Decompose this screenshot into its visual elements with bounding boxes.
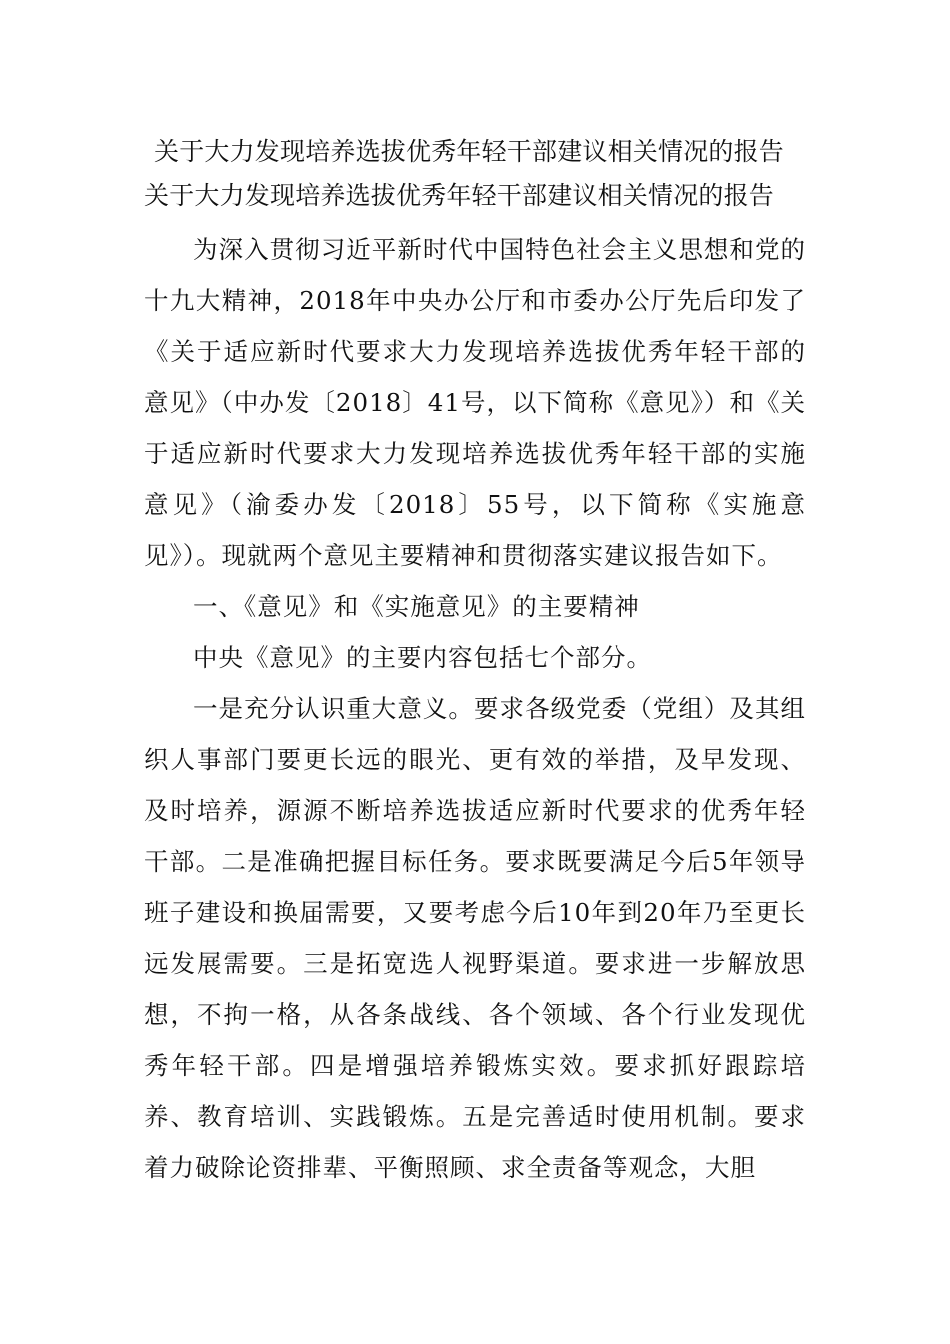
summary-paragraph: 中央《意见》的主要内容包括七个部分。 <box>193 643 652 672</box>
section-heading: 一、《意见》和《实施意见》的主要精神 <box>193 592 640 621</box>
body-paragraph: 一是充分认识重大意义。要求各级党委（党组）及其组织人事部门要更长远的眼光、更有效的举措，及早发现、及时培养，源源不断培养选拔适应新时代要求的优秀年轻干部。二是准确把握目标任务。要求既要满足今后5年领导班子建设和换届需要，又要考虑今后10年到20年乃至更长远发展需要。三是拓宽选人视野渠道。要求进一步解放思想，不拘一格，从各条战线、各个领域、各个行业发现优秀年轻干部。四是增强培养锻炼实效。要求抓好跟踪培养、教育培训、实践锻炼。五是完善适时使用机制。要求着力破除论资排辈、平衡照顾、求全责备等观念，大胆 <box>144 694 806 1182</box>
document-body <box>144 130 806 1193</box>
document-title: 关于大力发现培养选拔优秀年轻干部建议相关情况的报告 <box>154 137 785 166</box>
intro-paragraph: 为深入贯彻习近平新时代中国特色社会主义思想和党的十九大精神，2018年中央办公厅和市委办公厅先后印发了《关于适应新时代要求大力发现培养选拔优秀年轻干部的意见》（中办发〔2018〕41号，以下简称《意见》）和《关于适应新时代要求大力发现培养选拔优秀年轻干部的实施意见》（渝委办发〔2018〕55号，以下简称《实施意见》）。现就两个意见主要精神和贯彻落实建议报告如下。 <box>144 235 806 570</box>
document-title-repeat: 关于大力发现培养选拔优秀年轻干部建议相关情况的报告 <box>144 181 775 210</box>
